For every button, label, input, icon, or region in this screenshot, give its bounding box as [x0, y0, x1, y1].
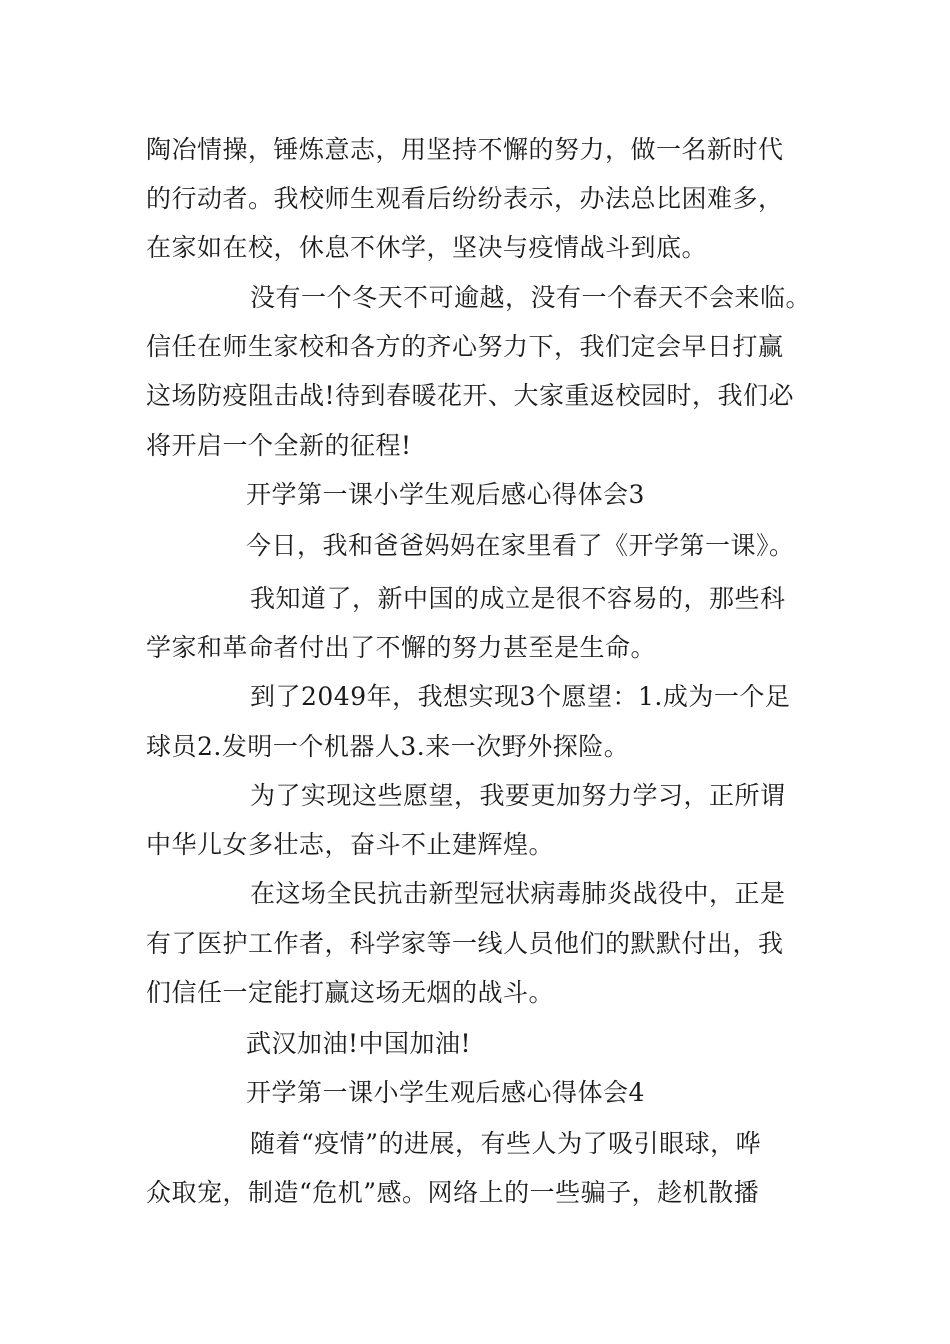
text-line: 为了实现这些愿望，我要更加努力学习，正所谓	[250, 781, 786, 810]
text-line: 众取宠，制造“危机”感。网络上的一些骗子，趁机散播	[146, 1178, 760, 1207]
text-line: 今日，我和爸爸妈妈在家里看了《开学第一课》。	[246, 531, 795, 560]
text-line: 的行动者。我校师生观看后纷纷表示，办法总比困难多，	[146, 184, 784, 213]
text-line: 没有一个冬天不可逾越，没有一个春天不会来临。	[250, 283, 812, 312]
text-line: 信任在师生家校和各方的齐心努力下，我们定会早日打赢	[146, 332, 784, 361]
text-line: 球员2.发明一个机器人3.来一次野外探险。	[146, 732, 630, 761]
text-line: 学家和革命者付出了不懈的努力甚至是生命。	[146, 633, 657, 662]
section-heading: 开学第一课小学生观后感心得体会4	[246, 1078, 645, 1107]
text-line: 有了医护工作者，科学家等一线人员他们的默默付出，我	[146, 929, 784, 958]
section-heading: 开学第一课小学生观后感心得体会3	[246, 480, 645, 509]
text-line: 在这场全民抗击新型冠状病毒肺炎战役中，正是	[250, 879, 786, 908]
text-line: 将开启一个全新的征程!	[146, 431, 412, 460]
text-line: 武汉加油!中国加油!	[246, 1029, 472, 1058]
text-line: 中华儿女多壮志，奋斗不止建辉煌。	[146, 830, 555, 859]
text-line: 我知道了，新中国的成立是很不容易的，那些科	[250, 584, 786, 613]
text-line: 在家如在校，休息不休学，坚决与疫情战斗到底。	[146, 233, 708, 262]
text-line: 随着“疫情”的进展，有些人为了吸引眼球，哗	[250, 1129, 762, 1158]
text-line: 这场防疫阻击战!待到春暖花开、大家重返校园时，我们必	[146, 381, 795, 410]
text-line: 陶冶情操，锤炼意志，用坚持不懈的努力，做一名新时代	[146, 135, 784, 164]
text-line: 们信任一定能打赢这场无烟的战斗。	[146, 978, 555, 1007]
text-line: 到了2049年，我想实现3个愿望：1.成为一个足	[250, 682, 791, 711]
